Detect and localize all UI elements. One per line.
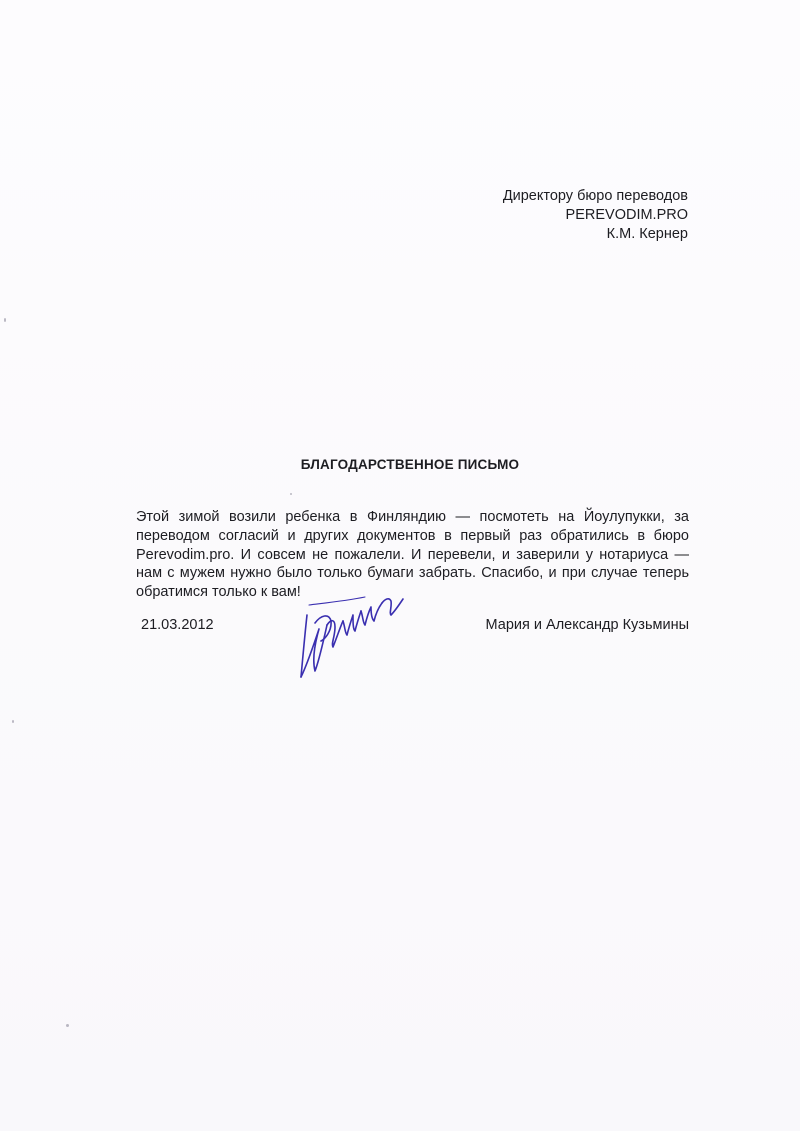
letter-signers: Мария и Александр Кузьмины [485, 617, 689, 633]
scan-speck [290, 493, 292, 495]
scan-speck [66, 1024, 69, 1027]
addressee-block [503, 187, 688, 244]
letter-date: 21.03.2012 [141, 617, 214, 633]
scan-speck [4, 318, 6, 322]
addressee-name: К.М. Кернер [606, 226, 688, 242]
scan-speck [12, 720, 14, 723]
letter-body: Этой зимой возили ребенка в Финляндию — посмотеть на Йоулупукки, за переводом согласий и других документов в первый раз обратились в бюро Perevodim.pro. И совсем не пожалели. И перевели, и заверили у нотариуса — нам с мужем нужно было только бумаги забрать. Спасибо, и при случае теперь обратимся только к вам! [136, 509, 689, 601]
addressee-company: PEREVODIM.PRO [565, 207, 688, 223]
letter-title: БЛАГОДАРСТВЕННОЕ ПИСЬМО [300, 457, 520, 472]
addressee-position: Директору бюро переводов [502, 188, 688, 204]
handwritten-signature [285, 585, 415, 690]
